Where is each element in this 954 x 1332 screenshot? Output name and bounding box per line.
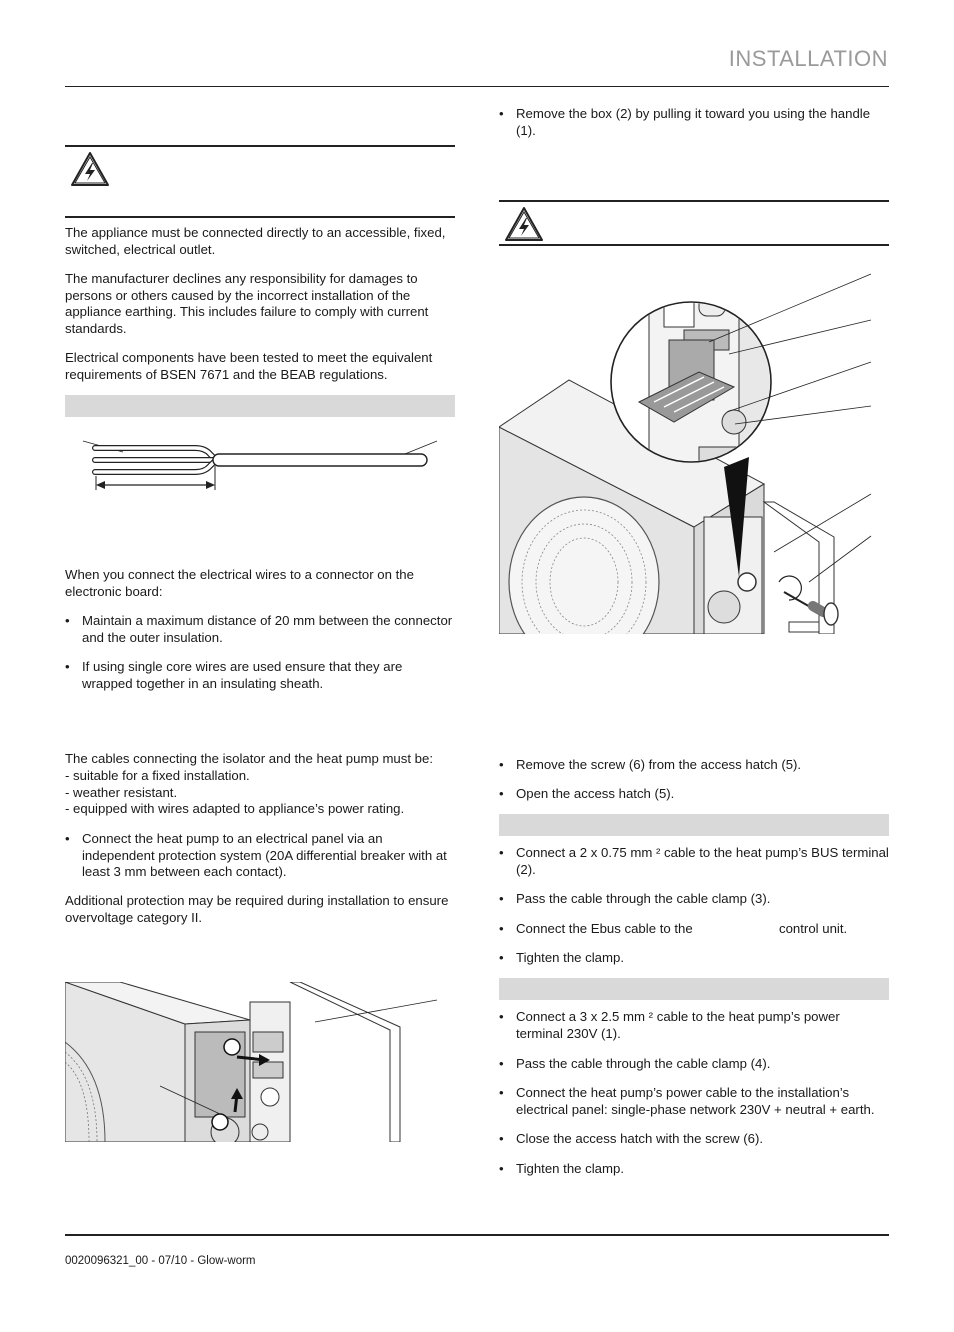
warning-box-bottom-rule <box>499 244 889 246</box>
panel-connection-bullet: • Connect the heat pump to an electrical panel via an independent protection system (20A differential breaker with at least 3 mm between each contact). <box>65 831 455 881</box>
hatch-bullet: • Remove the screw (6) from the access hatch (5). <box>499 757 889 774</box>
cables-line: - weather resistant. <box>65 785 178 800</box>
bus-bullet: • Tighten the clamp. <box>499 950 889 967</box>
bus-bullet: • Connect the Ebus cable to the <box>499 921 776 938</box>
section-header-bar <box>65 395 455 417</box>
electrical-hazard-warning-icon <box>70 151 110 187</box>
wire-bullet: • If using single core wires are used ensure that they are wrapped together in an insulating sheath. <box>65 659 455 692</box>
power-bullet: • Tighten the clamp. <box>499 1161 889 1178</box>
cables-line: - suitable for a fixed installation. <box>65 768 250 783</box>
remove-box-bullet: • Remove the box (2) by pulling it toward you using the handle (1). <box>499 106 889 139</box>
wire-bullet: • Maintain a maximum distance of 20 mm between the connector and the outer insulation. <box>65 613 455 646</box>
cables-line: The cables connecting the isolator and the heat pump must be: <box>65 751 434 766</box>
heat-pump-box-removal-illustration <box>65 982 455 1142</box>
power-bullet: • Close the access hatch with the screw (6). <box>499 1131 889 1148</box>
header-rule <box>65 86 889 87</box>
warning-box-top-rule <box>65 145 455 147</box>
power-bullet: • Pass the cable through the cable clamp (4). <box>499 1056 889 1073</box>
heat-pump-terminal-access-illustration <box>499 252 889 634</box>
power-bullet: • Connect a 3 x 2.5 mm ² cable to the heat pump’s power terminal 230V (1). <box>499 1009 889 1042</box>
bus-bullet-tail: control unit. <box>779 921 848 936</box>
wire-stripping-diagram <box>65 432 455 502</box>
intro-paragraph: The manufacturer declines any responsibility for damages to persons or others caused by the incorrect installation of the appliance earthing. This includes failure to comply with current standards. <box>65 271 429 336</box>
footer-rule <box>65 1234 889 1236</box>
bus-bullet: • Connect a 2 x 0.75 mm ² cable to the heat pump’s BUS terminal (2). <box>499 845 889 878</box>
protection-note: Additional protection may be required during installation to ensure overvoltage category II. <box>65 893 449 925</box>
warning-box-bottom-rule <box>65 216 455 218</box>
intro-paragraph: Electrical components have been tested to meet the equivalent requirements of BSEN 7671 and the BEAB regulations. <box>65 350 433 382</box>
section-header-bar <box>499 978 889 1000</box>
wires-intro-text: When you connect the electrical wires to a connector on the electronic board: <box>65 567 414 599</box>
page-section-title: INSTALLATION <box>728 46 888 71</box>
electrical-hazard-warning-icon <box>504 206 544 242</box>
hatch-bullet: • Open the access hatch (5). <box>499 786 889 803</box>
intro-paragraph: The appliance must be connected directly to an accessible, fixed, switched, electrical outlet. <box>65 225 446 257</box>
cables-line: - equipped with wires adapted to appliance’s power rating. <box>65 801 405 816</box>
footer-document-reference: 0020096321_00 - 07/10 - Glow-worm <box>65 1255 256 1267</box>
warning-box-top-rule <box>499 200 889 202</box>
bus-bullet: • Pass the cable through the cable clamp (3). <box>499 891 889 908</box>
section-header-bar <box>499 814 889 836</box>
power-bullet: • Connect the heat pump’s power cable to the installation’s electrical panel: single-phase network 230V + neutral + earth. <box>499 1085 889 1118</box>
